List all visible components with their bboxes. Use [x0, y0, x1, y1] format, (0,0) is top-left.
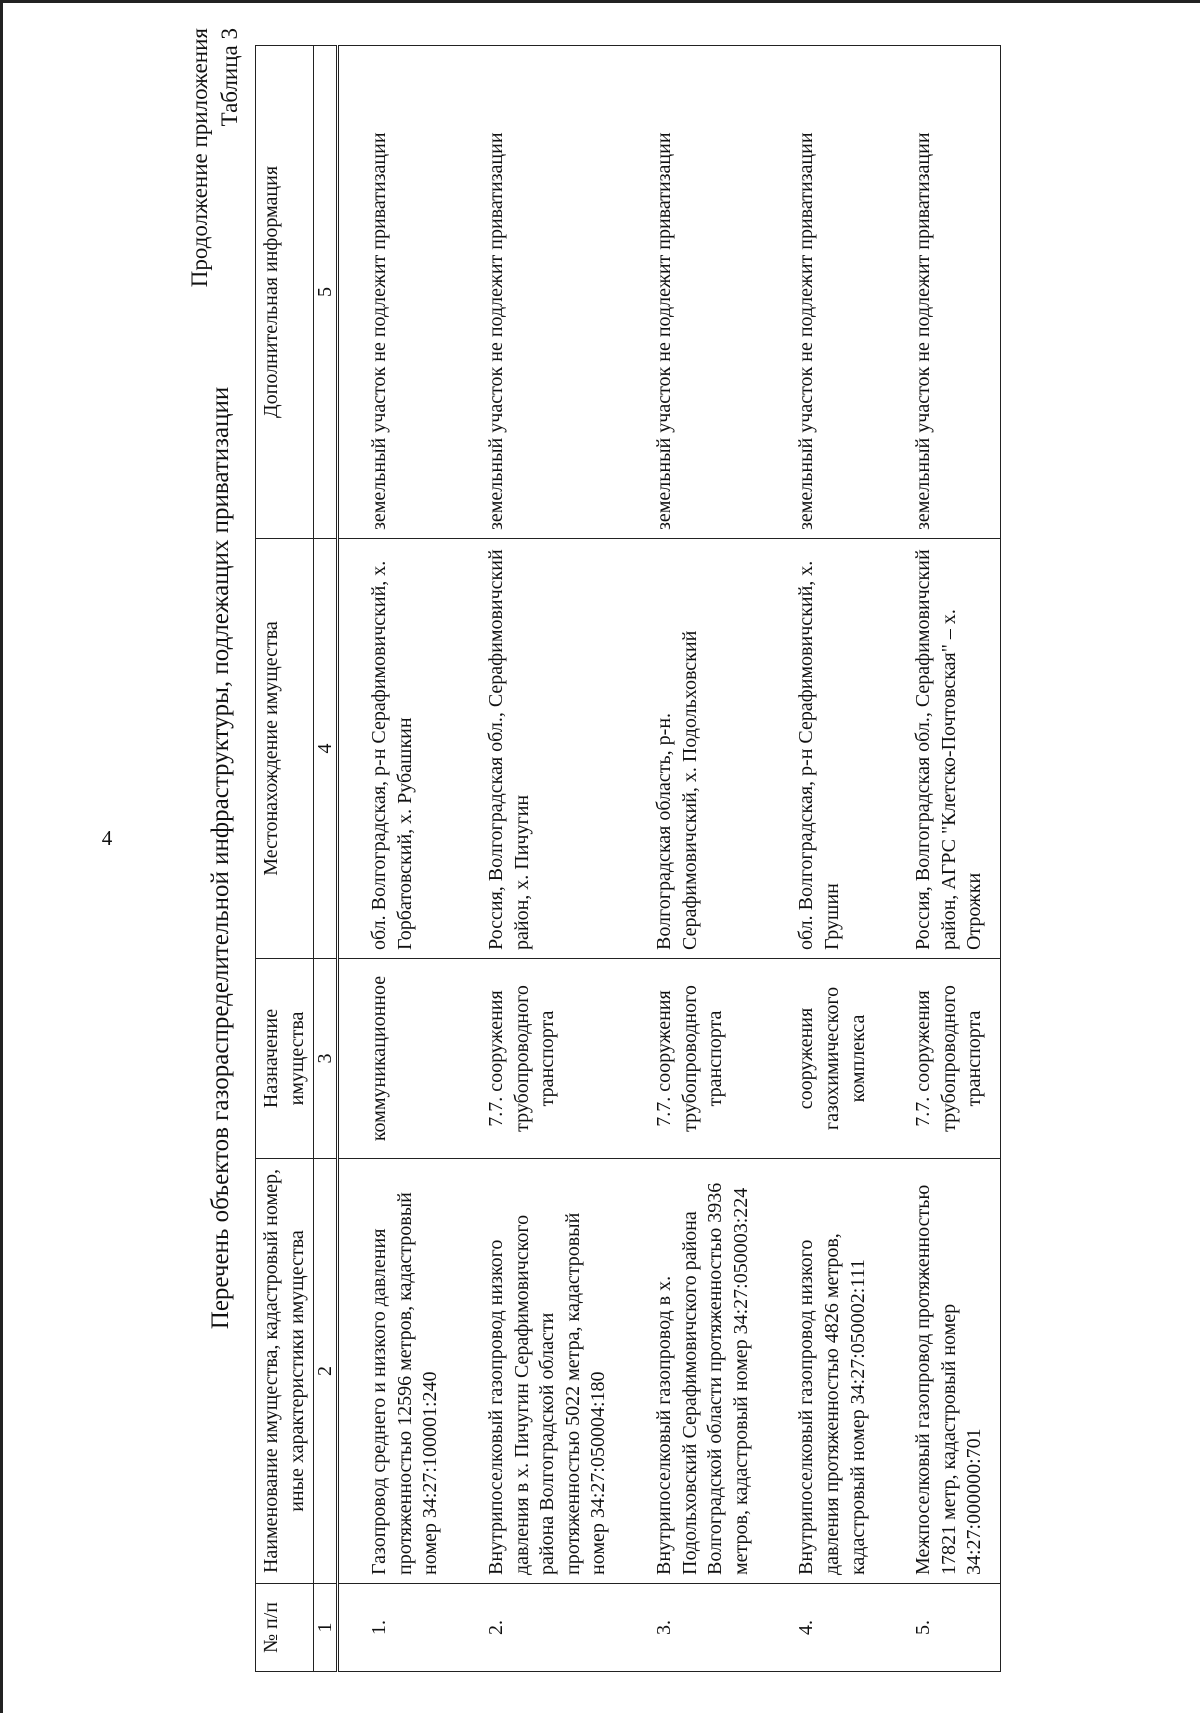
table-row: [766, 46, 883, 1672]
column-number: 5: [314, 46, 338, 539]
column-number: 2: [314, 1159, 338, 1584]
table-row: [624, 46, 766, 1672]
column-header-info: Дополнительная информация: [256, 46, 314, 539]
column-header-name: Наименование имущества, кадастровый номер, иные характеристики имущества: [256, 1159, 314, 1584]
row-number: 2.: [456, 1584, 624, 1672]
table-row: [883, 46, 1000, 1672]
property-location: Россия, Волгоградская обл., Серафимовичский район, АГРС "Клетско-Почтовская" – х. Отрожки: [883, 539, 1000, 959]
additional-info: земельный участок не подлежит приватизации: [883, 46, 1000, 539]
additional-info: земельный участок не подлежит приватизации: [766, 46, 883, 539]
additional-info: земельный участок не подлежит приватизации: [338, 46, 456, 539]
scan-edge-top: [0, 0, 1200, 3]
rotated-sheet: [185, 28, 1035, 1688]
column-number-row: [314, 46, 338, 1672]
column-number: 3: [314, 959, 338, 1159]
page-number: 4: [101, 826, 113, 850]
privatization-table: [255, 45, 1001, 1672]
scan-edge-left: [0, 0, 3, 1713]
continuation-label: Продолжение приложения: [187, 28, 212, 288]
table-label: Таблица 3: [216, 28, 242, 127]
column-header-location: Местонахождение имущества: [256, 539, 314, 959]
property-location: Волгоградская область, р-н. Серафимовичский, х. Подольховский: [624, 539, 766, 959]
column-header-num: № п/п: [256, 1584, 314, 1672]
document-title: Перечень объектов газораспределительной инфраструктуры, подлежащих приватизации: [207, 386, 234, 1330]
property-name: Внутрипоселковый газопровод низкого давления протяженностью 4826 метров, кадастровый номер 34:27:050002:111: [766, 1159, 883, 1584]
property-location: обл. Волгоградская, р-н Серафимовичский, х. Горбатовский, х. Рубашкин: [338, 539, 456, 959]
property-name: Межпоселковый газопровод протяженностью 17821 метр, кадастровый номер 34:27:000000:701: [883, 1159, 1000, 1584]
property-purpose: 7.7. сооружения трубопроводного транспорта: [624, 959, 766, 1159]
header-row: [256, 46, 314, 1672]
property-name: Внутрипоселковый газопровод низкого давления в х. Пичугин Серафимовичского района Волгоградской области протяженностью 5022 метра, кадастровый номер 34:27:050004:180: [456, 1159, 624, 1584]
row-number: 5.: [883, 1584, 1000, 1672]
property-purpose: 7.7. сооружения трубопроводного транспорта: [883, 959, 1000, 1159]
additional-info: земельный участок не подлежит приватизации: [624, 46, 766, 539]
property-location: обл. Волгоградская, р-н Серафимовичский, х. Грушин: [766, 539, 883, 959]
table-row: [338, 46, 456, 1672]
row-number: 4.: [766, 1584, 883, 1672]
property-name: Газопровод среднего и низкого давления протяженностью 12596 метров, кадастровый номер 34:27:100001:240: [338, 1159, 456, 1584]
property-purpose: 7.7. сооружения трубопроводного транспорта: [456, 959, 624, 1159]
column-header-purpose: Назначение имущества: [256, 959, 314, 1159]
column-number: 4: [314, 539, 338, 959]
property-location: Россия, Волгоградская обл., Серафимовичский район, х. Пичугин: [456, 539, 624, 959]
column-number: 1: [314, 1584, 338, 1672]
property-name: Внутрипоселковый газопровод в х. Подольховский Серафимовичского района Волгоградской области протяженностью 3936 метров, кадастровый номер 34:27:050003:224: [624, 1159, 766, 1584]
additional-info: земельный участок не подлежит приватизации: [456, 46, 624, 539]
row-number: 1.: [338, 1584, 456, 1672]
row-number: 3.: [624, 1584, 766, 1672]
table-row: [456, 46, 624, 1672]
property-purpose: коммуникационное: [338, 959, 456, 1159]
property-purpose: сооружения газохимического комплекса: [766, 959, 883, 1159]
